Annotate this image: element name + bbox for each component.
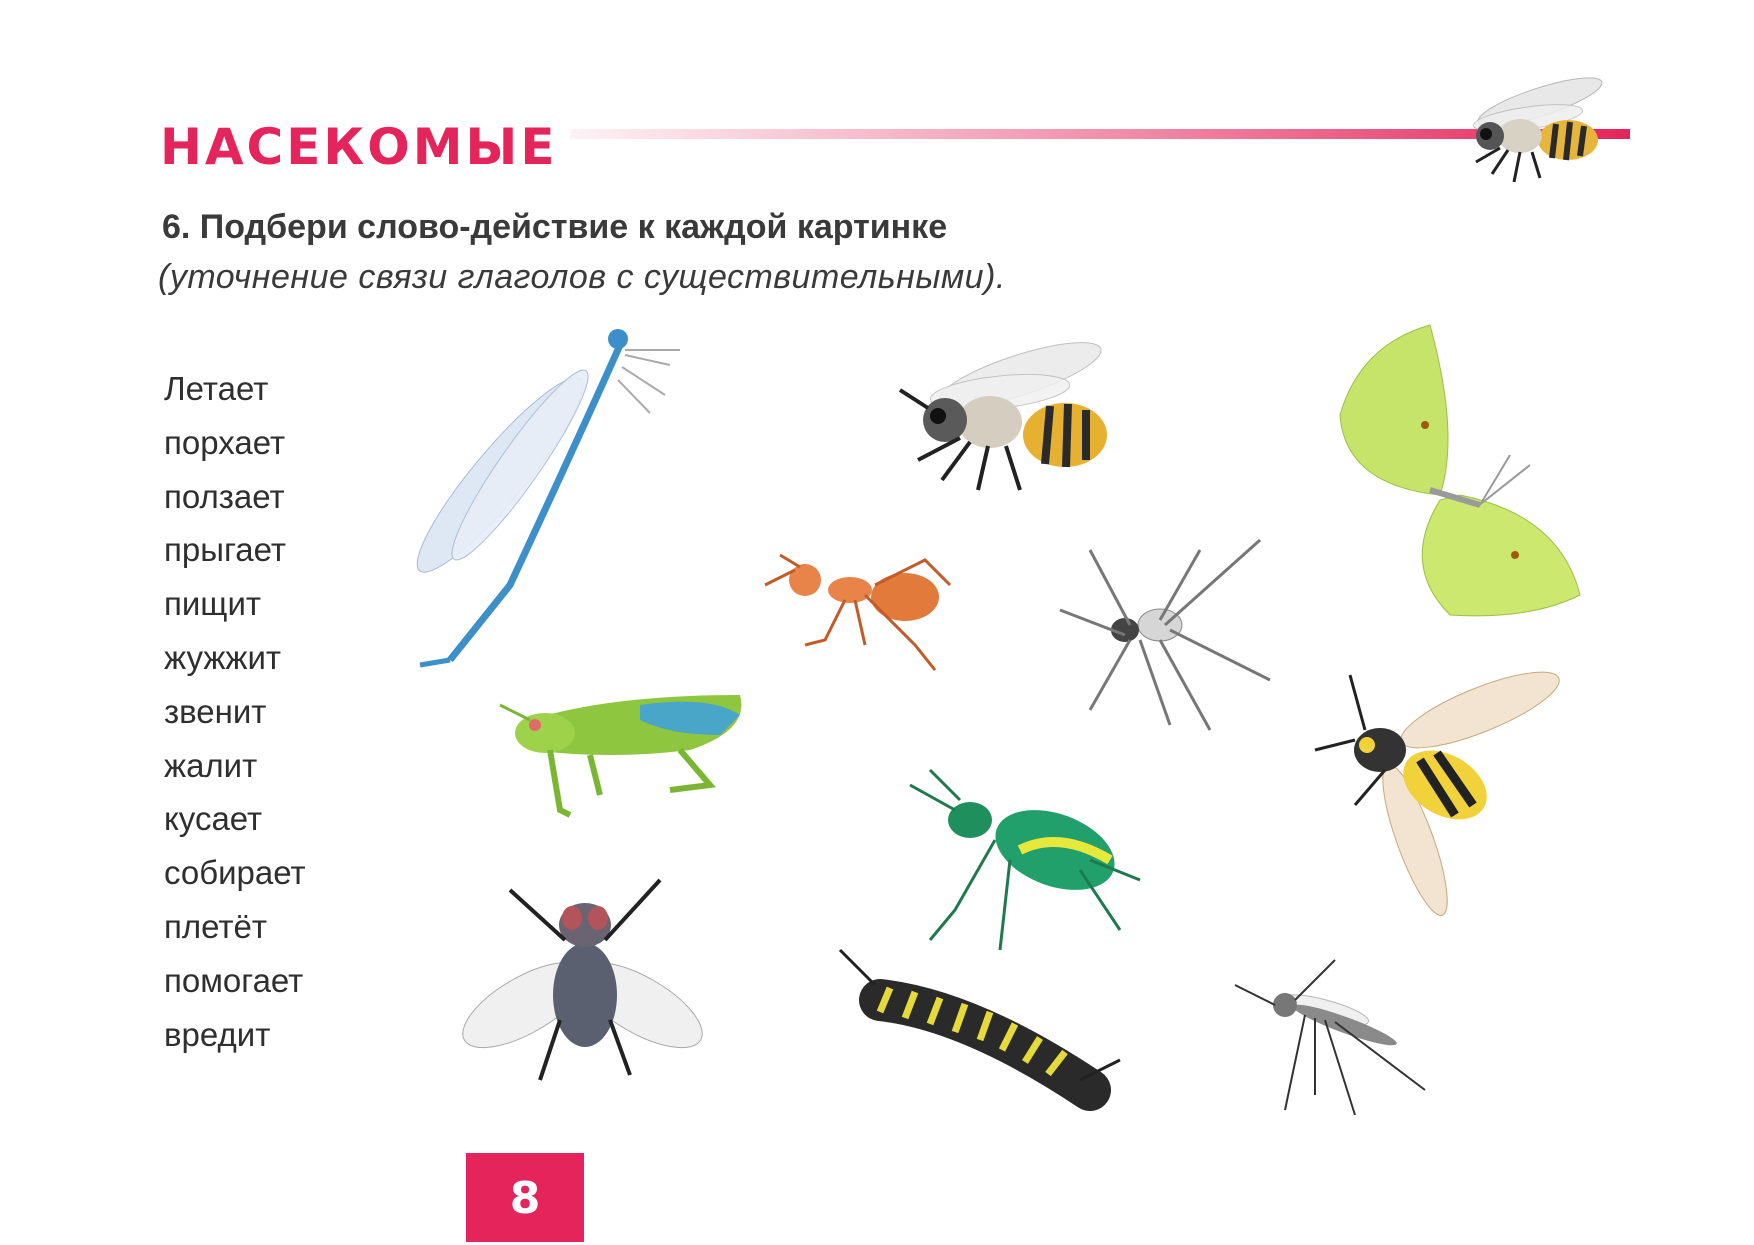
task-heading: 6. Подбери слово-действие к каждой картинке [162, 208, 948, 246]
verb-item: пищит [164, 585, 262, 623]
spider-icon [1050, 530, 1280, 740]
fly-icon [470, 870, 690, 1100]
verb-item: жалит [164, 746, 258, 784]
verb-item: звенит [164, 692, 267, 730]
verb-item: собирает [164, 854, 306, 892]
beetle-icon [900, 760, 1150, 960]
grasshopper-icon [490, 675, 760, 825]
verb-item: ползает [164, 477, 285, 515]
verb-item: вредит [164, 1015, 271, 1053]
page-number: 8 [466, 1153, 584, 1242]
task-subtitle: (уточнение связи глаголов с существительными). [158, 258, 1006, 296]
verb-item: кусает [164, 800, 263, 838]
caterpillar-icon [820, 940, 1130, 1120]
header-bee-icon [1430, 62, 1620, 192]
verb-item: прыгает [164, 531, 286, 569]
dragonfly-icon [410, 325, 710, 675]
bee-icon [880, 330, 1150, 500]
butterfly-icon [1330, 315, 1600, 615]
verb-item: помогает [164, 961, 304, 999]
verb-item: плетёт [164, 907, 267, 945]
verb-list [164, 362, 306, 1061]
verb-item: порхает [164, 423, 286, 461]
verb-item: жужжит [164, 638, 282, 676]
ant-icon [755, 545, 955, 675]
verb-item: Летает [164, 370, 269, 407]
wasp-icon [1305, 665, 1565, 925]
page-title: НАСЕКОМЫЕ [160, 118, 558, 176]
mosquito-icon [1225, 950, 1435, 1120]
